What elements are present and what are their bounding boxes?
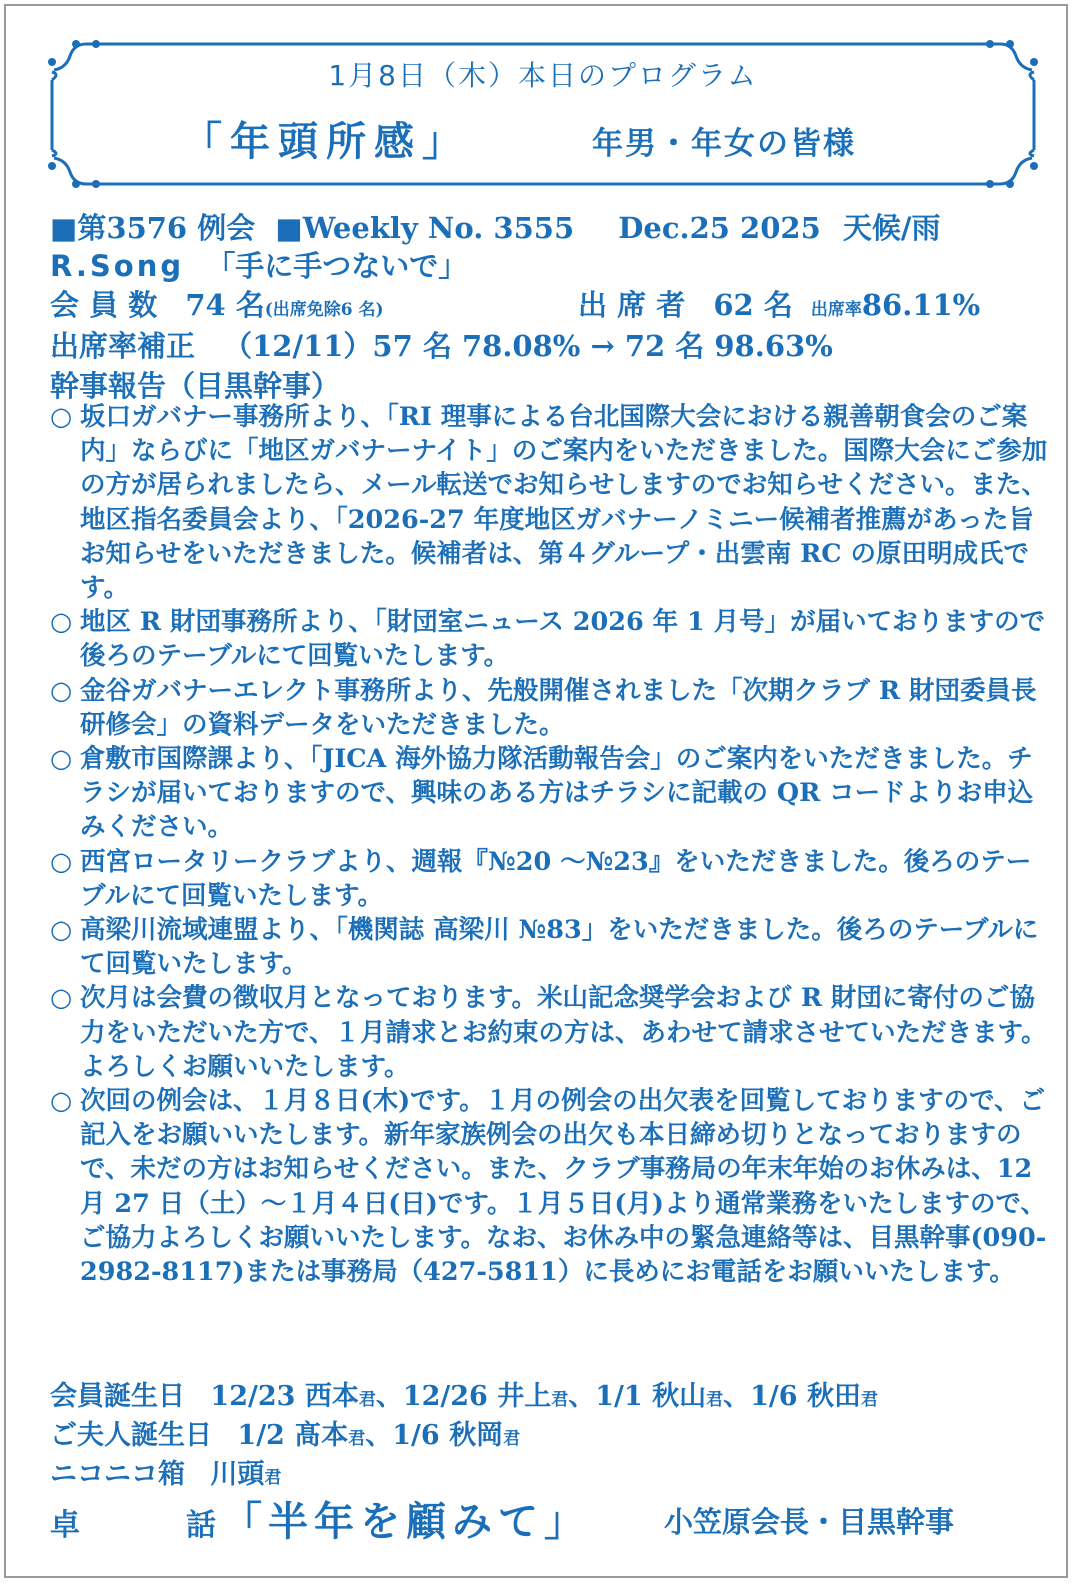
song-row [50, 244, 467, 285]
spouse-birthday-list: 1/2 髙本君、1/6 秋岡君 [237, 1420, 521, 1451]
report-item: ○ 坂口ガバナー事務所より、「RI 理事による台北国際大会における親善朝食会のご案内」ならびに「地区ガバナーナイト」のご案内をいただきました。国際大会にご参加の方が居られましたら、メール転送でお知らせしますのでお知らせください。また、地区指名委員会より、「2026-27 年度地区ガバナーノミニー候補者推薦があった旨お知らせをいただきました。候補者は、第４グループ・出雲南 RC の原田明成氏です。 [50, 402, 1048, 604]
niconico-name: 川頭 [210, 1459, 265, 1490]
weekly-number: ■Weekly No. 3555 [275, 211, 575, 245]
bullet-icon: ○ [50, 675, 73, 706]
talk-speakers: 小笠原会長・目黒幹事 [664, 1505, 955, 1539]
spouse-birthdays-row [50, 1413, 520, 1452]
program-title: 「年頭所感」 [182, 118, 470, 165]
report-item: ○ 次月は会費の徴収月となっております。米山記念奨学会および R 財団に寄付のご協力をいただいた方で、１月請求とお約束の方は、あわせて請求させていただきます。よろしくお願いいたします。 [50, 983, 1047, 1082]
member-birthdays-label: 会員誕生日 [50, 1381, 185, 1412]
rate-value: 86.11% [861, 288, 981, 322]
correction-value: （12/11）57 名 78.08% → 72 名 98.63% [223, 329, 833, 363]
present-value: 62 名 [713, 288, 793, 322]
report-item: ○ 次回の例会は、１月８日(木)です。１月の例会の出欠表を回覧しておりますので、ご記入をお願いいたします。新年家族例会の出欠も本日締め切りとなっておりますので、未だの方はお知らせください。また、クラブ事務局の年末年始のお休みは、12 月 27 日（土）〜１月４日(日)です。１月５日(月)より通常業務をいたしますので、ご協力よろしくお願いいたします。なお、お休み中の緊急連絡等は、目黒幹事(090-2982-8117)または事務局（427-5811）に長めにお電話をお願いいたします。 [50, 1086, 1047, 1288]
members-note: (出席免除6 名) [264, 300, 384, 320]
niconico-row [50, 1452, 281, 1491]
program-speakers: 年男・年女の皆様 [592, 126, 856, 162]
bullet-icon: ○ [50, 1086, 73, 1117]
talk-label-left: 卓 [50, 1508, 80, 1543]
talk-title: 「半年を顧みて」 [222, 1498, 590, 1545]
niconico-suffix: 君 [264, 1468, 282, 1488]
bullet-icon: ○ [50, 846, 73, 877]
member-birthday-list: 12/23 西本君、12/26 井上君、1/1 秋山君、1/6 秋田君 [210, 1381, 878, 1412]
report-heading: 幹事報告（目黒幹事） [50, 369, 341, 403]
bullet-icon: ○ [50, 402, 73, 432]
members-label: 会 員 数 [50, 288, 158, 322]
report-item: ○ 倉敷市国際課より、「JICA 海外協力隊活動報告会」のご案内をいただきました。チラシが届いておりますので、興味のある方はチラシに記載の QR コードよりお申込みください。 [50, 744, 1034, 843]
meeting-date: Dec.25 2025 [618, 211, 821, 245]
present-group [578, 283, 980, 324]
weather: 天候/雨 [842, 211, 941, 245]
report-list [50, 400, 1050, 1289]
report-item: ○ 地区 R 財団事務所より、「財団室ニュース 2026 年 1 月号」が届いておりますので後ろのテーブルにて回覧いたします。 [50, 607, 1046, 672]
correction-label: 出席率補正 [50, 329, 196, 363]
report-item: ○ 金谷ガバナーエレクト事務所より、先般開催されました「次期クラブ R 財団委員長研修会」の資料データをいただきました。 [50, 675, 1037, 740]
bullet-icon: ○ [50, 607, 73, 638]
attendance-row [50, 283, 384, 324]
meeting-number: ■第3576 例会 [50, 211, 256, 245]
niconico-label: ニコニコ箱 [50, 1459, 185, 1490]
song-label: R.Song [50, 249, 185, 283]
member-birthdays-row [50, 1374, 878, 1413]
correction-row [50, 324, 833, 365]
program-line: 1月8日（木）本日のプログラム [328, 59, 758, 92]
header-frame [0, 0, 1086, 210]
bullet-icon: ○ [50, 744, 73, 775]
song-title: 「手に手つないで」 [206, 249, 468, 283]
talk-label-right: 話 [186, 1508, 216, 1543]
spouse-birthdays-label: ご夫人誕生日 [50, 1420, 212, 1451]
members-value: 74 名 [185, 288, 265, 322]
bullet-icon: ○ [50, 915, 73, 946]
rate-label: 出席率 [810, 300, 862, 320]
meeting-info-row [50, 206, 940, 247]
bullet-icon: ○ [50, 983, 73, 1014]
present-label: 出 席 者 [578, 288, 686, 322]
report-item: ○ 西宮ロータリークラブより、週報『№20 〜№23』をいただきました。後ろのテーブルにて回覧いたします。 [50, 846, 1032, 911]
report-item: ○ 高梁川流域連盟より、「機関誌 高梁川 №83」をいただきました。後ろのテーブルにて回覧いたします。 [50, 915, 1039, 980]
